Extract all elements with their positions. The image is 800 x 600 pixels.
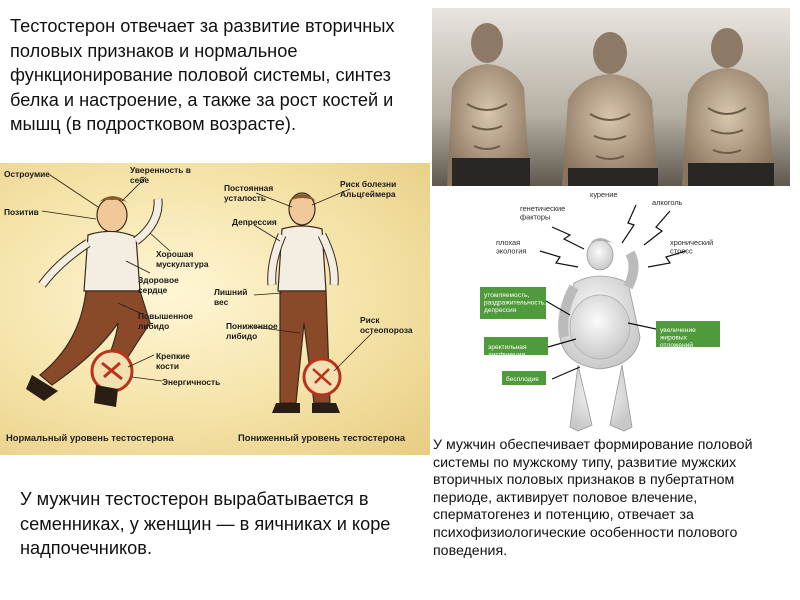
factor-genetics: генетические факторы [520,204,566,222]
box-text-fatigue: утомляемость, раздражительность, депрессия [484,292,546,315]
label-wit: Остроумие [4,169,50,179]
label-fatigue: Постоянная усталость [224,183,274,203]
label-confidence: Уверенность в себе [130,165,191,185]
label-osteoporosis-risk: Риск остеопороза [360,315,413,335]
label-depression: Депрессия [232,217,277,227]
statue-factors-diagram [440,187,792,435]
factor-chronic-stress: хронический стресс [670,238,714,256]
intro-paragraph: Тестостерон отвечает за развитие вторичных половых признаков и нормальное функционирование половой системы, синтез белка и настроение, а также за рост костей и мышц (в подростковом возрасте). [10,16,395,135]
caption-low-level: Пониженный уровень тестостерона [238,432,406,443]
muscular-men-photo [432,8,790,186]
caption-normal-level: Нормальный уровень тестостерона [6,432,174,443]
tired-man-illustration [272,193,340,413]
label-low-libido: Пониженное либидо [226,321,278,341]
factor-smoking: курение [590,190,618,199]
box-text-infertility: бесплодие [506,376,539,383]
factor-alcohol: алкоголь [652,198,683,207]
factor-bad-ecology: плохая экология [496,238,527,256]
box-text-fat: увеличение жировых отложений [660,327,696,350]
label-alzheimer-risk: Риск болезни Альцгеймера [340,179,397,199]
label-energy: Энергичность [162,377,221,387]
label-healthy-heart: Здоровое сердце [138,275,179,295]
label-good-muscles: Хорошая мускулатура [156,249,209,269]
male-role-paragraph: У мужчин обеспечивает формирование половой системы по мужскому типу, развитие мужских вторичных половых признаков в пубертатном периоде, активирует половое влечение, сперматогенез и потенцию, отвечает за психофизиологические особенности полового поведения. [433,437,753,559]
label-excess-weight: Лишний вес [214,287,248,307]
obese-statue-illustration [560,238,640,431]
box-text-ed: эректильная дисфункция [488,344,527,359]
label-positive: Позитив [4,207,39,217]
production-paragraph: У мужчин тестостерон вырабатывается в семенниках, у женщин — в яичниках и коре надпочечников. [20,489,391,559]
testosterone-comparison-poster [0,163,430,455]
label-strong-bones: Крепкие кости [156,351,190,371]
energetic-man-illustration [26,196,158,407]
label-high-libido: Повышенное либидо [138,311,193,331]
